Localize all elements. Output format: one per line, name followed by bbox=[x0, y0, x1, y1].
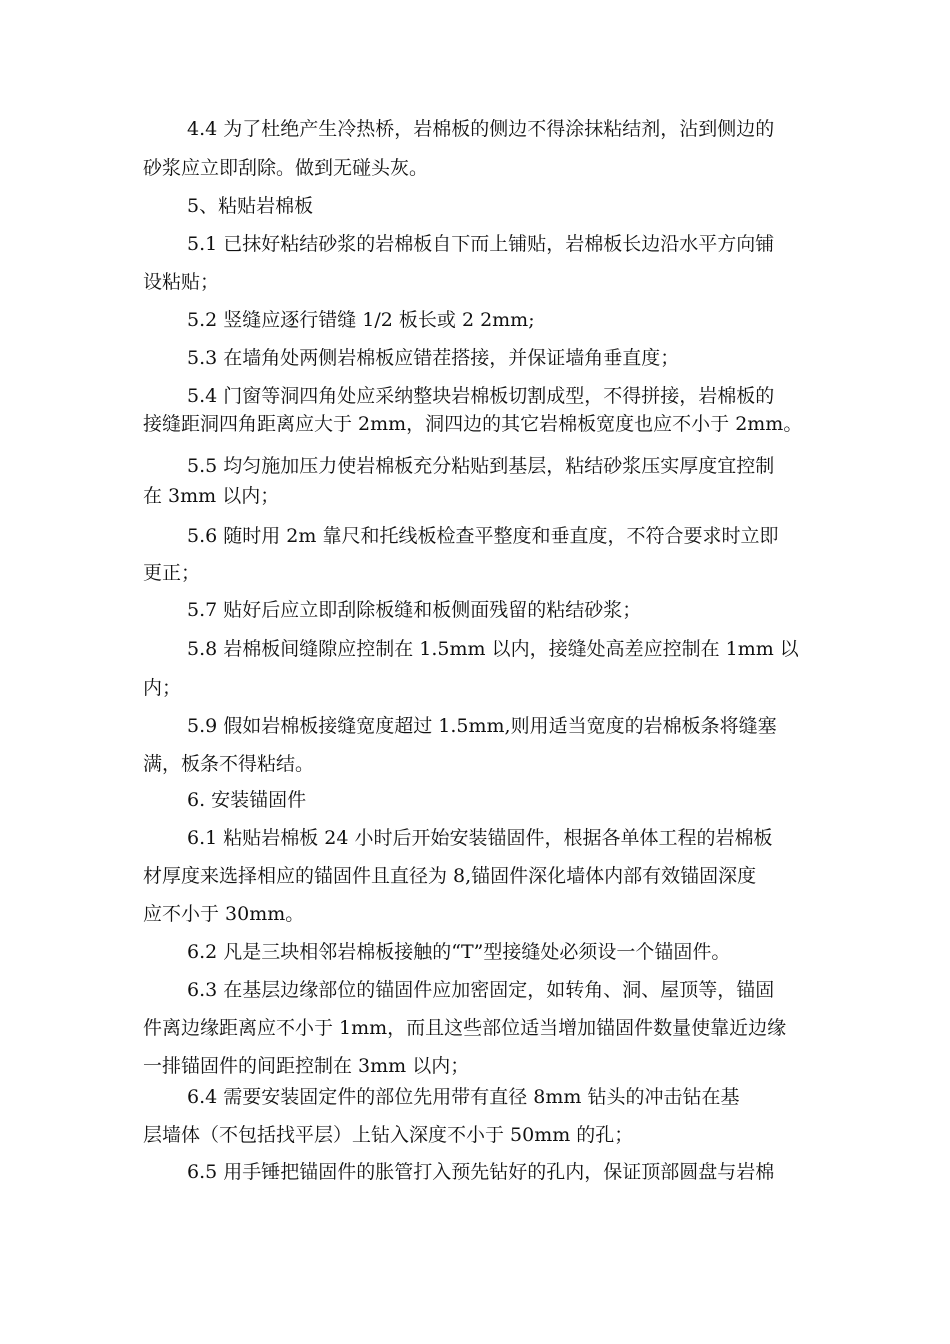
paragraph-5-8-line-1: 5.8 岩棉板间缝隙应控制在 1.5mm 以内，接缝处高差应控制在 1mm 以 bbox=[187, 638, 799, 660]
paragraph-5-8-line-2: 内； bbox=[143, 677, 182, 699]
paragraph-5-9-line-1: 5.9 假如岩棉板接缝宽度超过 1.5mm,则用适当宽度的岩棉板条将缝塞 bbox=[187, 715, 777, 737]
paragraph-6-4-line-1: 6.4 需要安装固定件的部位先用带有直径 8mm 钻头的冲击钻在基 bbox=[187, 1086, 740, 1108]
paragraph-4-4-line-1: 4.4 为了杜绝产生冷热桥，岩棉板的侧边不得涂抹粘结剂，沾到侧边的 bbox=[187, 118, 775, 140]
paragraph-6-1-line-3: 应不小于 30mm。 bbox=[143, 903, 305, 925]
paragraph-5-1-line-2: 设粘贴； bbox=[143, 271, 220, 293]
section-6-heading: 6. 安装锚固件 bbox=[187, 789, 307, 811]
paragraph-6-3-line-1: 6.3 在基层边缘部位的锚固件应加密固定，如转角、洞、屋顶等，锚固 bbox=[187, 979, 775, 1001]
paragraph-5-7: 5.7 贴好后应立即刮除板缝和板侧面残留的粘结砂浆； bbox=[187, 599, 642, 621]
paragraph-5-5-line-2: 在 3mm 以内； bbox=[143, 485, 280, 507]
paragraph-5-4-line-2: 接缝距洞四角距离应大于 2mm，洞四边的其它岩棉板宽度也应不小于 2mm。 bbox=[143, 413, 803, 435]
paragraph-6-2: 6.2 凡是三块相邻岩棉板接触的“T”型接缝处必须设一个锚固件。 bbox=[187, 941, 731, 963]
paragraph-6-4-line-2: 层墙体（不包括找平层）上钻入深度不小于 50mm 的孔； bbox=[143, 1124, 634, 1146]
paragraph-6-3-line-2: 件离边缘距离应不小于 1mm，而且这些部位适当增加锚固件数量使靠近边缘 bbox=[143, 1017, 787, 1039]
paragraph-5-6-line-2: 更正； bbox=[143, 562, 201, 584]
paragraph-6-5-line-1: 6.5 用手锤把锚固件的胀管打入预先钻好的孔内，保证顶部圆盘与岩棉 bbox=[187, 1161, 775, 1183]
paragraph-5-2: 5.2 竖缝应逐行错缝 1/2 板长或 2 2mm; bbox=[187, 309, 535, 331]
paragraph-5-4-line-1: 5.4 门窗等洞四角处应采纳整块岩棉板切割成型，不得拼接，岩棉板的 bbox=[187, 385, 775, 407]
paragraph-5-9-line-2: 满，板条不得粘结。 bbox=[143, 753, 315, 775]
paragraph-6-1-line-1: 6.1 粘贴岩棉板 24 小时后开始安装锚固件，根据各单体工程的岩棉板 bbox=[187, 827, 773, 849]
paragraph-5-5-line-1: 5.5 均匀施加压力使岩棉板充分粘贴到基层，粘结砂浆压实厚度宜控制 bbox=[187, 455, 775, 477]
paragraph-6-1-line-2: 材厚度来选择相应的锚固件且直径为 8,锚固件深化墙体内部有效锚固深度 bbox=[143, 865, 757, 887]
paragraph-4-4-line-2: 砂浆应立即刮除。做到无碰头灰。 bbox=[143, 157, 429, 179]
paragraph-6-3-line-3: 一排锚固件的间距控制在 3mm 以内； bbox=[143, 1055, 470, 1077]
section-5-heading: 5、粘贴岩棉板 bbox=[187, 195, 314, 217]
paragraph-5-3: 5.3 在墙角处两侧岩棉板应错茬搭接，并保证墙角垂直度； bbox=[187, 347, 680, 369]
paragraph-5-1-line-1: 5.1 已抹好粘结砂浆的岩棉板自下而上铺贴，岩棉板长边沿水平方向铺 bbox=[187, 233, 775, 255]
paragraph-5-6-line-1: 5.6 随时用 2m 靠尺和托线板检查平整度和垂直度，不符合要求时立即 bbox=[187, 525, 779, 547]
